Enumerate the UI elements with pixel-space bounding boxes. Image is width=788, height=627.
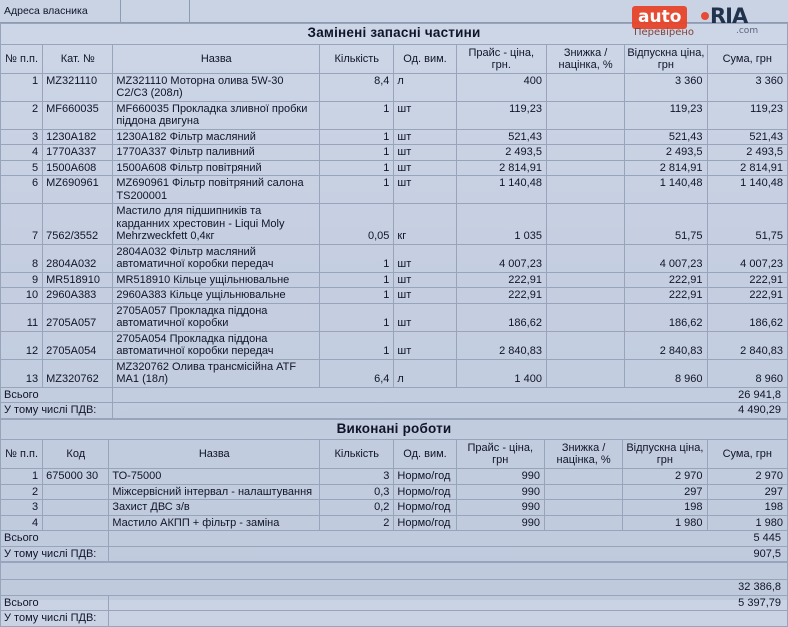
table-row (1, 515, 788, 531)
parts-row-code: 2960A383 (43, 288, 113, 304)
works-row-no: 1 (1, 469, 43, 485)
parts-row-no: 6 (1, 176, 43, 204)
parts-row-price: 400 (456, 73, 546, 101)
table-row (1, 160, 788, 176)
parts-row-qty: 0,05 (320, 204, 394, 245)
grand-total-value-row (1, 580, 788, 596)
parts-row-name: 1230A182 Фільтр масляний (113, 129, 320, 145)
parts-row-sum: 186,62 (707, 303, 787, 331)
parts-vat-row (1, 403, 788, 419)
works-row-net: 297 (623, 484, 707, 500)
parts-row-sum: 119,23 (707, 101, 787, 129)
parts-row-no: 5 (1, 160, 43, 176)
grand-total-value: 32 386,8 (1, 580, 788, 596)
parts-row-no: 9 (1, 272, 43, 288)
parts-row-price: 521,43 (456, 129, 546, 145)
parts-row-net: 8 960 (625, 359, 707, 387)
works-row-price: 990 (456, 515, 544, 531)
works-row-name: ТО-75000 (109, 469, 320, 485)
works-row-net: 2 970 (623, 469, 707, 485)
parts-row-price: 1 400 (456, 359, 546, 387)
parts-row-code: MZ321110 (43, 73, 113, 101)
ria-logo: RIA (700, 4, 747, 28)
works-row-qty: 0,3 (320, 484, 394, 500)
auto-logo: auto (632, 6, 687, 29)
parts-row-unit: шт (394, 303, 456, 331)
works-vat-row (1, 546, 788, 562)
parts-header-price: Прайс - ціна, грн. (456, 44, 546, 73)
parts-row-discount (546, 303, 624, 331)
parts-row-discount (546, 244, 624, 272)
parts-row-sum: 3 360 (707, 73, 787, 101)
works-header-discount: Знижка / націнка, % (544, 440, 622, 469)
parts-row-unit: шт (394, 272, 456, 288)
works-section-title: Виконані роботи (1, 419, 788, 440)
parts-row-unit: л (394, 73, 456, 101)
parts-row-net: 119,23 (625, 101, 707, 129)
parts-row-sum: 222,91 (707, 272, 787, 288)
parts-row-unit: кг (394, 204, 456, 245)
parts-row-name: 2705A054 Прокладка піддона автоматичної коробки передач (113, 331, 320, 359)
parts-row-no: 1 (1, 73, 43, 101)
parts-row-code: 1230A182 (43, 129, 113, 145)
parts-row-qty: 1 (320, 303, 394, 331)
table-row (1, 145, 788, 161)
table-row (1, 129, 788, 145)
works-header-net: Відпускна ціна, грн (623, 440, 707, 469)
works-row-sum: 198 (707, 500, 787, 516)
table-row (1, 331, 788, 359)
parts-row-name: 1500A608 Фільтр повітряний (113, 160, 320, 176)
works-row-unit: Нормо/год (394, 500, 456, 516)
works-row-no: 2 (1, 484, 43, 500)
works-row-net: 1 980 (623, 515, 707, 531)
parts-row-no: 8 (1, 244, 43, 272)
parts-row-qty: 1 (320, 145, 394, 161)
works-row-discount (544, 515, 622, 531)
works-total-row (1, 531, 788, 547)
parts-row-qty: 1 (320, 129, 394, 145)
parts-row-name: MZ320762 Олива трансмісійна ATF MA1 (18л) (113, 359, 320, 387)
parts-row-name: 1770A337 Фільтр паливний (113, 145, 320, 161)
parts-row-net: 1 140,48 (625, 176, 707, 204)
works-row-price: 990 (456, 484, 544, 500)
parts-row-net: 521,43 (625, 129, 707, 145)
parts-row-discount (546, 204, 624, 245)
works-row-qty: 2 (320, 515, 394, 531)
parts-row-code: MR518910 (43, 272, 113, 288)
works-row-name: Захист ДВС з/в (109, 500, 320, 516)
parts-row-code: 1500A608 (43, 160, 113, 176)
parts-row-net: 3 360 (625, 73, 707, 101)
works-header-price: Прайс - ціна, грн (456, 440, 544, 469)
works-total-value: 5 445 (109, 531, 788, 547)
table-row (1, 204, 788, 245)
owner-address-cell-3 (190, 0, 788, 22)
parts-row-net: 2 814,91 (625, 160, 707, 176)
parts-section-title-row (1, 24, 788, 45)
parts-row-sum: 8 960 (707, 359, 787, 387)
grand-spacer-row (1, 563, 788, 580)
parts-row-price: 2 814,91 (456, 160, 546, 176)
parts-row-discount (546, 129, 624, 145)
works-header-row (1, 440, 788, 469)
table-row (1, 484, 788, 500)
table-row (1, 359, 788, 387)
parts-row-discount (546, 272, 624, 288)
owner-address-label: Адреса власника (0, 0, 121, 22)
table-row (1, 500, 788, 516)
parts-row-discount (546, 101, 624, 129)
parts-row-no: 3 (1, 129, 43, 145)
works-header-name: Назва (109, 440, 320, 469)
parts-row-qty: 1 (320, 101, 394, 129)
parts-header-discount: Знижка / націнка, % (546, 44, 624, 73)
parts-header-no: № п.п. (1, 44, 43, 73)
parts-row-unit: шт (394, 244, 456, 272)
works-row-name: Міжсервісний інтервал - налаштування (109, 484, 320, 500)
parts-row-price: 2 840,83 (456, 331, 546, 359)
parts-row-discount (546, 73, 624, 101)
parts-row-sum: 4 007,23 (707, 244, 787, 272)
parts-row-price: 222,91 (456, 288, 546, 304)
parts-row-qty: 1 (320, 176, 394, 204)
parts-row-name: MF660035 Прокладка зливної пробки піддона двигуна (113, 101, 320, 129)
table-row (1, 176, 788, 204)
works-header-unit: Од. вим. (394, 440, 456, 469)
works-row-unit: Нормо/год (394, 484, 456, 500)
parts-row-name: 2705A057 Прокладка піддона автоматичної коробки (113, 303, 320, 331)
parts-row-name: MR518910 Кільце ущільнювальне (113, 272, 320, 288)
works-row-price: 990 (456, 469, 544, 485)
watermark-subtitle: Перевірено (634, 27, 694, 38)
works-row-discount (544, 484, 622, 500)
works-row-code (43, 484, 109, 500)
parts-row-discount (546, 331, 624, 359)
watermark-domain: .com (736, 26, 759, 36)
parts-row-price: 186,62 (456, 303, 546, 331)
works-vat-value: 907,5 (109, 546, 788, 562)
parts-header-sum: Сума, грн (707, 44, 787, 73)
grand-total-row (1, 595, 788, 611)
parts-row-sum: 1 140,48 (707, 176, 787, 204)
parts-row-unit: шт (394, 160, 456, 176)
parts-row-unit: шт (394, 331, 456, 359)
grand-vat-row (1, 611, 788, 627)
works-row-discount (544, 500, 622, 516)
parts-row-no: 10 (1, 288, 43, 304)
works-row-no: 3 (1, 500, 43, 516)
grand-vat-empty (109, 611, 788, 627)
parts-row-unit: шт (394, 129, 456, 145)
parts-row-sum: 51,75 (707, 204, 787, 245)
works-row-code (43, 500, 109, 516)
works-row-code: 675000 30 (43, 469, 109, 485)
parts-row-qty: 8,4 (320, 73, 394, 101)
parts-row-price: 4 007,23 (456, 244, 546, 272)
works-row-code (43, 515, 109, 531)
works-row-price: 990 (456, 500, 544, 516)
parts-row-sum: 222,91 (707, 288, 787, 304)
parts-row-net: 222,91 (625, 288, 707, 304)
parts-row-unit: шт (394, 176, 456, 204)
works-row-sum: 297 (707, 484, 787, 500)
table-row (1, 469, 788, 485)
parts-row-sum: 2 493,5 (707, 145, 787, 161)
grand-vat-label: У тому числі ПДВ: (1, 611, 109, 627)
parts-row-code: MZ690961 (43, 176, 113, 204)
parts-total-label: Всього (1, 387, 113, 403)
parts-row-no: 12 (1, 331, 43, 359)
parts-row-discount (546, 145, 624, 161)
parts-row-unit: шт (394, 288, 456, 304)
grand-total-label: Всього (1, 595, 109, 611)
parts-row-unit: л (394, 359, 456, 387)
parts-row-discount (546, 359, 624, 387)
parts-row-no: 4 (1, 145, 43, 161)
works-row-unit: Нормо/год (394, 515, 456, 531)
parts-row-code: 2705A057 (43, 303, 113, 331)
parts-row-name: 2960A383 Кільце ущільнювальне (113, 288, 320, 304)
grand-total-table (0, 562, 788, 627)
parts-total-row (1, 387, 788, 403)
parts-row-name: 2804A032 Фільтр масляний автоматичної коробки передач (113, 244, 320, 272)
parts-row-qty: 1 (320, 244, 394, 272)
works-row-unit: Нормо/год (394, 469, 456, 485)
parts-row-no: 2 (1, 101, 43, 129)
works-header-sum: Сума, грн (707, 440, 787, 469)
works-header-code: Код (43, 440, 109, 469)
works-header-qty: Кількість (320, 440, 394, 469)
works-table (0, 419, 788, 563)
parts-header-qty: Кількість (320, 44, 394, 73)
works-header-no: № п.п. (1, 440, 43, 469)
parts-section-title: Замінені запасні частини (1, 24, 788, 45)
parts-header-row (1, 44, 788, 73)
owner-address-bar (0, 0, 788, 23)
parts-row-price: 222,91 (456, 272, 546, 288)
parts-header-unit: Од. вим. (394, 44, 456, 73)
parts-row-price: 119,23 (456, 101, 546, 129)
parts-row-no: 7 (1, 204, 43, 245)
parts-row-code: MZ320762 (43, 359, 113, 387)
parts-row-discount (546, 160, 624, 176)
parts-vat-value: 4 490,29 (113, 403, 788, 419)
parts-row-net: 2 840,83 (625, 331, 707, 359)
parts-table (0, 23, 788, 419)
works-row-qty: 3 (320, 469, 394, 485)
parts-row-unit: шт (394, 145, 456, 161)
works-row-sum: 2 970 (707, 469, 787, 485)
parts-row-discount (546, 176, 624, 204)
parts-header-net: Відпускна ціна, грн (625, 44, 707, 73)
parts-row-net: 51,75 (625, 204, 707, 245)
parts-row-qty: 1 (320, 272, 394, 288)
works-row-discount (544, 469, 622, 485)
parts-header-code: Кат. № (43, 44, 113, 73)
parts-row-no: 11 (1, 303, 43, 331)
parts-total-value: 26 941,8 (113, 387, 788, 403)
parts-row-qty: 6,4 (320, 359, 394, 387)
table-row (1, 288, 788, 304)
works-total-label: Всього (1, 531, 109, 547)
parts-row-price: 1 140,48 (456, 176, 546, 204)
parts-row-price: 1 035 (456, 204, 546, 245)
parts-row-name: MZ690961 Фільтр повітряний салона TS200001 (113, 176, 320, 204)
table-row (1, 73, 788, 101)
parts-row-net: 2 493,5 (625, 145, 707, 161)
parts-row-code: 2804A032 (43, 244, 113, 272)
parts-header-name: Назва (113, 44, 320, 73)
parts-row-no: 13 (1, 359, 43, 387)
parts-row-net: 222,91 (625, 272, 707, 288)
works-row-sum: 1 980 (707, 515, 787, 531)
table-row (1, 272, 788, 288)
table-row (1, 303, 788, 331)
parts-row-sum: 2 814,91 (707, 160, 787, 176)
parts-row-qty: 1 (320, 288, 394, 304)
parts-row-sum: 2 840,83 (707, 331, 787, 359)
works-row-net: 198 (623, 500, 707, 516)
works-section-title-row (1, 419, 788, 440)
parts-row-name: MZ321110 Моторна олива 5W-30 C2/C3 (208л) (113, 73, 320, 101)
works-row-qty: 0,2 (320, 500, 394, 516)
parts-row-qty: 1 (320, 331, 394, 359)
grand-vat-value: 5 397,79 (109, 595, 788, 611)
parts-row-price: 2 493,5 (456, 145, 546, 161)
parts-row-code: MF660035 (43, 101, 113, 129)
parts-row-discount (546, 288, 624, 304)
parts-row-sum: 521,43 (707, 129, 787, 145)
works-vat-label: У тому числі ПДВ: (1, 546, 109, 562)
parts-row-unit: шт (394, 101, 456, 129)
parts-row-code: 7562/3552 (43, 204, 113, 245)
table-row (1, 244, 788, 272)
parts-row-code: 2705A054 (43, 331, 113, 359)
parts-vat-label: У тому числі ПДВ: (1, 403, 113, 419)
table-row (1, 101, 788, 129)
works-row-name: Мастило АКПП + фільтр - заміна (109, 515, 320, 531)
parts-row-code: 1770A337 (43, 145, 113, 161)
owner-address-cell-2 (121, 0, 190, 22)
parts-row-name: Мастило для підшипників та карданних хрестовин - Liqui Moly Mehrzweckfett 0,4кг (113, 204, 320, 245)
works-row-no: 4 (1, 515, 43, 531)
parts-row-qty: 1 (320, 160, 394, 176)
parts-row-net: 4 007,23 (625, 244, 707, 272)
parts-row-net: 186,62 (625, 303, 707, 331)
